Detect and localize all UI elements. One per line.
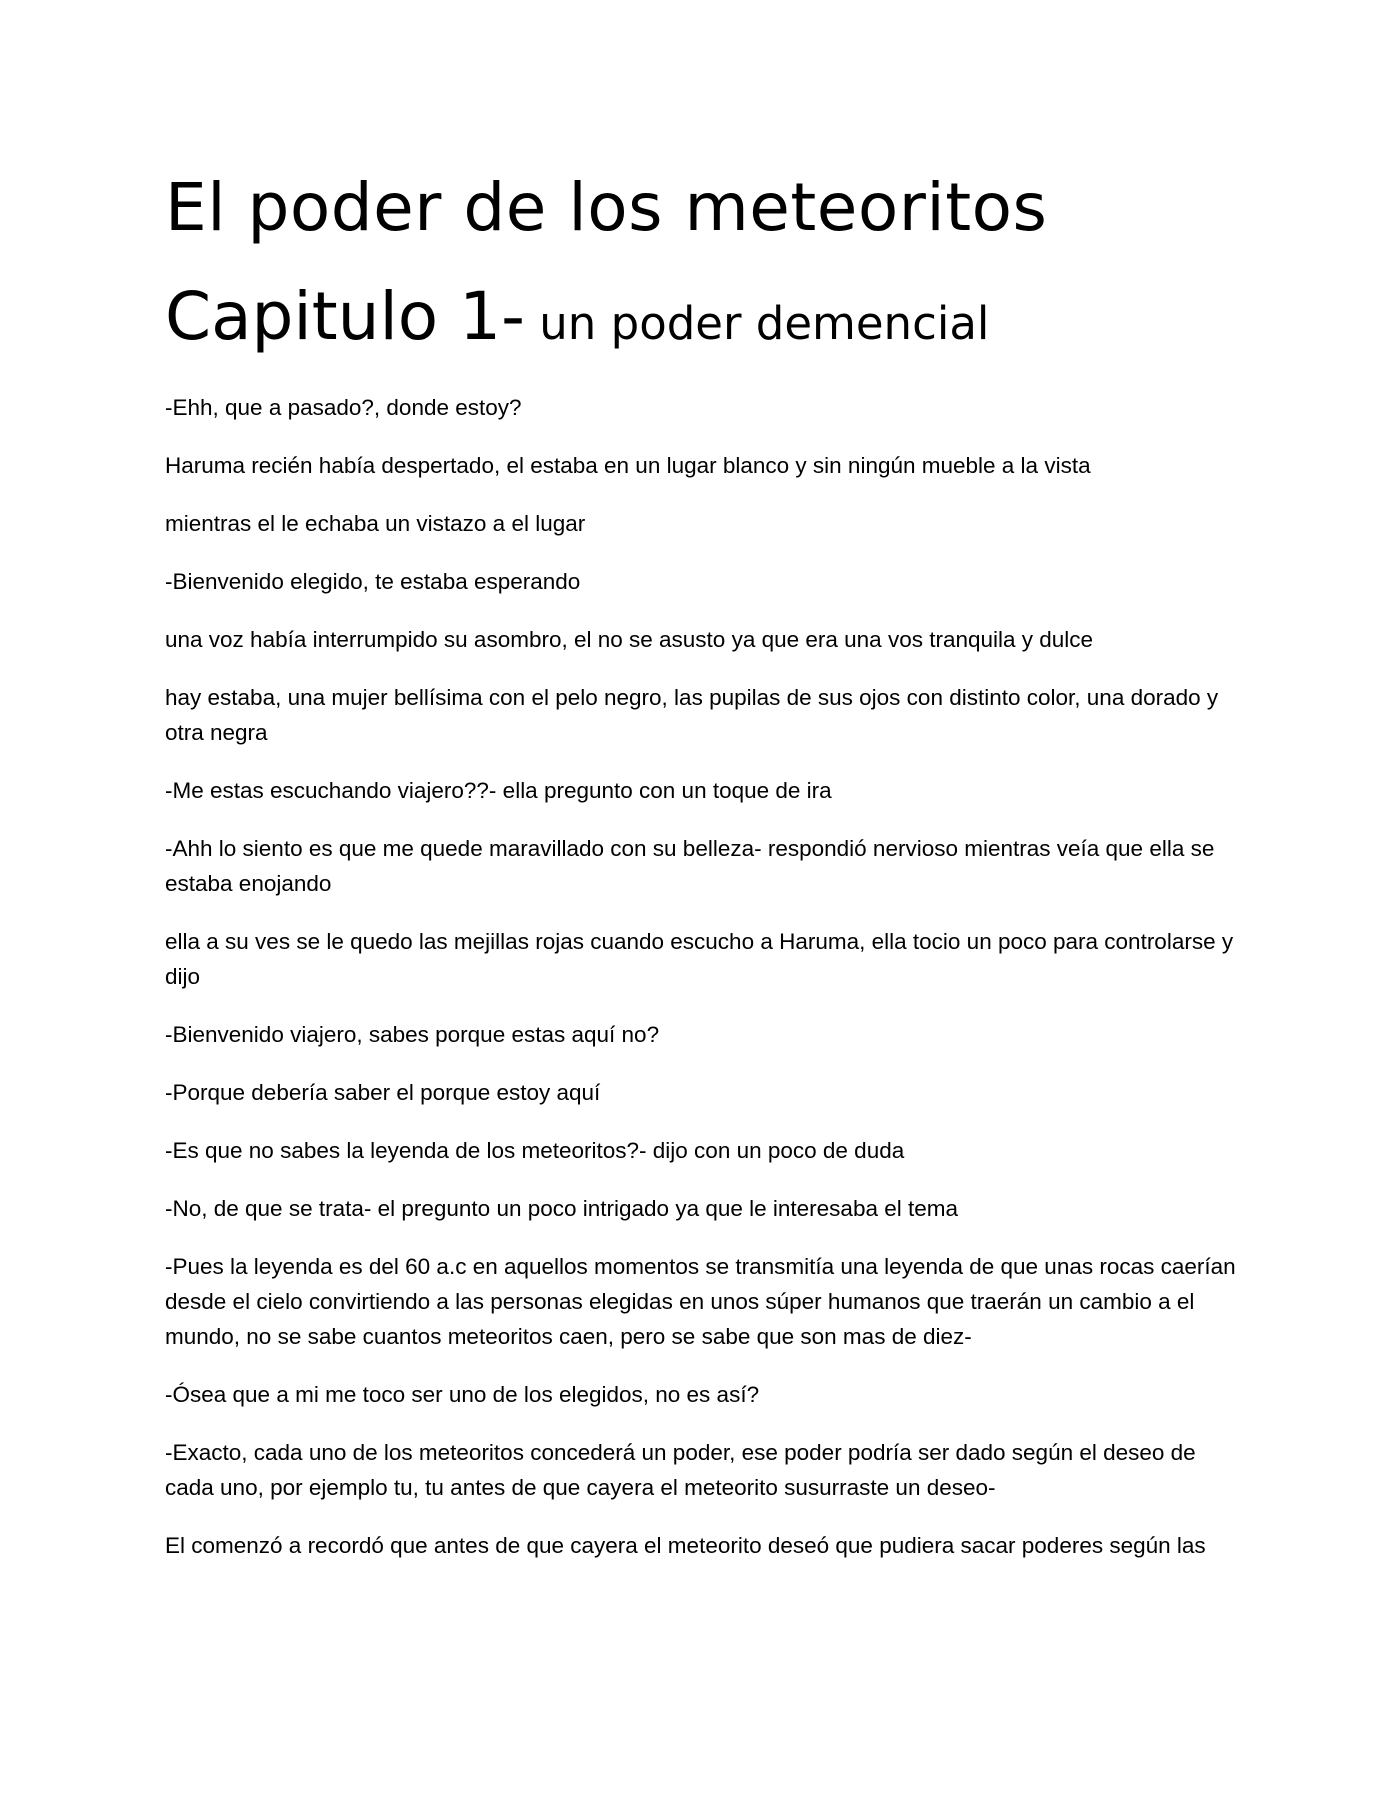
paragraph: ella a su ves se le quedo las mejillas rojas cuando escucho a Haruma, ella tocio un poco para controlarse y dijo (165, 929, 1234, 990)
document-content (165, 168, 1245, 1586)
paragraph: -Exacto, cada uno de los meteoritos concederá un poder, ese poder podría ser dado según el deseo de cada uno, por ejemplo tu, tu antes de que cayera el meteorito susurraste un deseo- (165, 1440, 1196, 1501)
paragraph: mientras el le echaba un vistazo a el lugar (165, 511, 586, 537)
chapter-number: Capitulo 1- (165, 278, 525, 356)
paragraph: -Porque debería saber el porque estoy aquí (165, 1080, 601, 1106)
paragraph: -Pues la leyenda es del 60 a.c en aquellos momentos se transmitía una leyenda de que unas rocas caerían desde el cielo convirtiendo a las personas elegidas en unos súper humanos que traerán un cambio a el mundo, no se sabe cuantos meteoritos caen, pero se sabe que son mas de diez- (165, 1254, 1236, 1350)
paragraph: -No, de que se trata- el pregunto un poco intrigado ya que le interesaba el tema (165, 1196, 959, 1222)
paragraph: hay estaba, una mujer bellísima con el pelo negro, las pupilas de sus ojos con distinto color, una dorado y otra negra (165, 685, 1219, 746)
paragraph: -Es que no sabes la leyenda de los meteoritos?- dijo con un poco de duda (165, 1138, 905, 1164)
paragraph: una voz había interrumpido su asombro, el no se asusto ya que era una vos tranquila y dulce (165, 627, 1094, 653)
paragraph: -Me estas escuchando viajero??- ella pregunto con un toque de ira (165, 778, 832, 804)
paragraph: -Bienvenido elegido, te estaba esperando (165, 569, 581, 595)
paragraph: -Bienvenido viajero, sabes porque estas aquí no? (165, 1022, 660, 1048)
paragraph: -Ehh, que a pasado?, donde estoy? (165, 395, 522, 421)
chapter-subtitle: un poder demencial (524, 297, 990, 351)
paragraph: Haruma recién había despertado, el estaba en un lugar blanco y sin ningún mueble a la vista (165, 453, 1091, 479)
paragraph: El comenzó a recordó que antes de que cayera el meteorito deseó que pudiera sacar poderes según las (165, 1533, 1206, 1559)
paragraph: -Ahh lo siento es que me quede maravillado con su belleza- respondió nervioso mientras veía que ella se estaba enojando (165, 836, 1215, 897)
chapter-heading (165, 277, 1245, 356)
document-title: El poder de los meteoritos (165, 169, 1048, 246)
paragraph: -Ósea que a mi me toco ser uno de los elegidos, no es así? (165, 1382, 760, 1408)
